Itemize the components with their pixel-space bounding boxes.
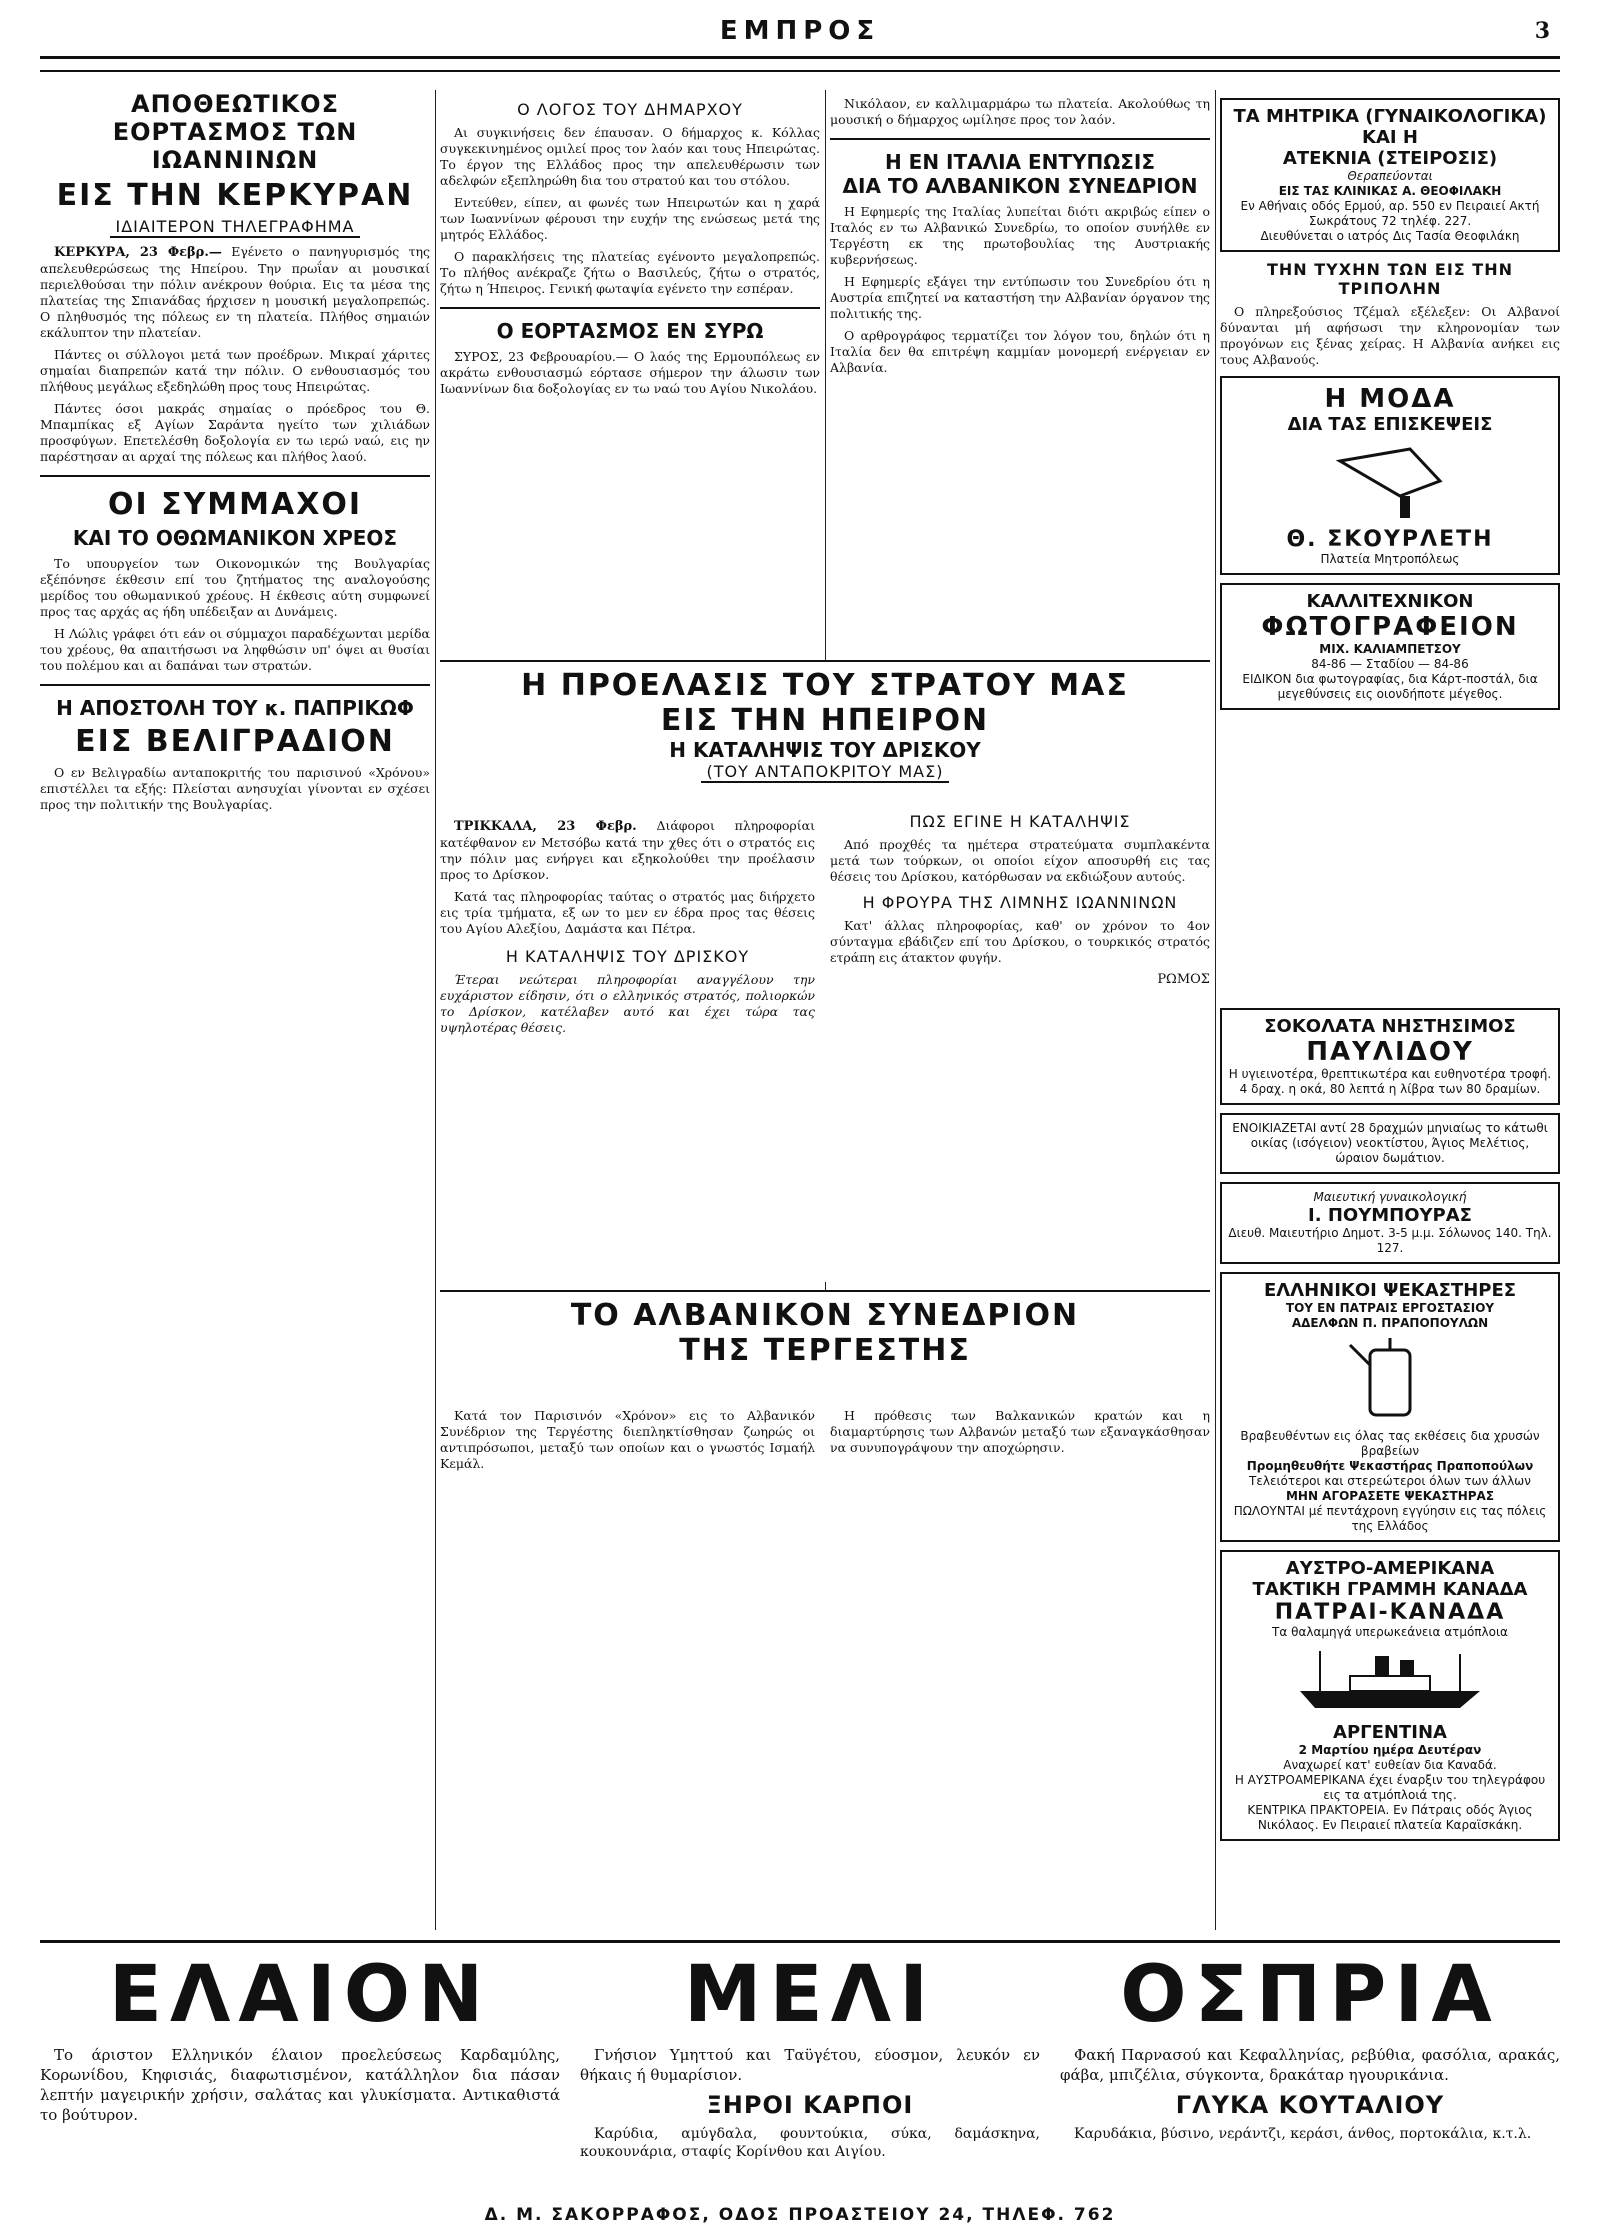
subheadline-how: ΠΩΣ ΕΓΙΝΕ Η ΚΑΤΑΛΗΨΙΣ: [909, 812, 1131, 831]
subheadline-telegram: ΙΔΙΑΙΤΕΡΟΝ ΤΗΛΕΓΡΑΦΗΜΑ: [110, 217, 361, 238]
ad-clinic-line: Διευθύνεται ο ιατρός Δις Τασία Θεοφιλάκη: [1260, 229, 1520, 243]
ad-clinic-line: Εν Αθήναις οδός Ερμού, αρ. 550 εν Πειραιεί Ακτή Σωκράτους 72 τηλέφ. 227.: [1240, 199, 1540, 228]
ad-olive-oil: [40, 1951, 560, 2191]
subheadline-mayor: Ο ΛΟΓΟΣ ΤΟΥ ΔΗΜΑΡΧΟΥ: [517, 100, 743, 119]
ad-fashion-line: Θ. ΣΚΟΥΡΛΕΤΗ: [1286, 527, 1494, 552]
column-divider: [1215, 90, 1216, 1930]
column-4: [1220, 90, 1560, 990]
ad-legumes-text: Φακή Παρνασού και Κεφαλληνίας, ρεβύθια, φασόλια, αρακάς, φάβα, μπιζέλια, σύγκοντα, δρακάταρ ηγουρικάνια.: [1060, 2046, 1560, 2084]
section-divider: [830, 138, 1210, 140]
headline-belgrade: ΕΙΣ ΒΕΛΙΓΡΑΔΙΟΝ: [75, 724, 395, 759]
ad-shipping-line: ΠΑΤΡΑΙ-ΚΑΝΑΔΑ: [1274, 1600, 1506, 1625]
article-text: Από προχθές τα ημέτερα στρατεύματα συμπλακέντα μετά των τούρκων, οι οποίοι είχον αποσυρθή εις τας θέσεις του Δρίσκου, κατόρθωσαν να εκδιώξουν αυτούς.: [830, 837, 1210, 884]
ad-rent-line: ΕΝΟΙΚΙΑΖΕΤΑΙ αντί 28 δραχμών μηνιαίως το κάτωθι οικίας (ισόγειον) νεοκτίστου, Άγιος Μελέτιος, ώραιον δωμάτιον.: [1232, 1121, 1548, 1165]
article-text: Ο εν Βελιγραδίω ανταποκριτής του παρισινού «Χρόνου» επιστέλλει τα εξής: Πλείσται ανησυχίαι γίνονται εν σχέσει προς την πολιτικήν της Βουλγαρίας.: [40, 765, 430, 812]
column-4-lower: [1220, 1000, 1560, 1930]
ad-sprayer-line: Τελειότεροι και στερεώτεροι όλων των άλλων: [1249, 1474, 1531, 1488]
ad-austro-americana: [1220, 1550, 1560, 1841]
headline-paprikov: Η ΑΠΟΣΤΟΛΗ ΤΟΥ κ. ΠΑΠΡΙΚΩΦ: [56, 696, 414, 720]
ad-photo-line: 84-86 — Σταδίου — 84-86: [1311, 657, 1469, 671]
ad-clinic: [1220, 98, 1560, 252]
subheadline-drisko: Η ΚΑΤΑΛΗΨΙΣ ΤΟΥ ΔΡΙΣΚΟΥ: [669, 738, 981, 762]
ad-midwife-line: Διευθ. Μαιευτήριο Δημοτ. 3-5 μ.μ. Σόλωνος 140. Τηλ. 127.: [1228, 1226, 1552, 1255]
ad-sprayer-line: ΠΩΛΟΥΝΤΑΙ μέ πεντάχρονη εγγύησιν εις τας πόλεις της Ελλάδος: [1233, 1504, 1547, 1533]
ad-shipping-line: Τα θαλαμηγά υπερωκεάνεια ατμόπλοια: [1272, 1625, 1508, 1639]
article-text: Κατά τον Παρισινόν «Χρόνον» εις το Αλβανικόν Συνέδριον της Τεργέστης διεπληκτίσθησαν ζωηρώς οι αντιπρόσωποι, μεταξύ των οποίων και ο γνωστός Ισμαήλ Κεμάλ.: [440, 1408, 815, 1471]
article-text: Η πρόθεσις των Βαλκανικών κρατών και η διαμαρτύρησις των Αλβανών μεταξύ των εξαναγκάσθησαν να συνυπογράψουν την αποχώρησιν.: [830, 1408, 1210, 1455]
ad-rent: [1220, 1113, 1560, 1174]
ad-chocolate-line: Η υγιεινοτέρα, θρεπτικωτέρα και ευθηνοτέρα τροφή. 4 δραχ. η οκά, 80 λεπτά η λίβρα των 80 δραμίων.: [1228, 1067, 1552, 1096]
article-text: ΣΥΡΟΣ, 23 Φεβρουαρίου.— Ο λαός της Ερμουπόλεως εν ακράτω ενθουσιασμώ εόρτασε σήμερον την άλωσιν των Ιωαννίνων δια δοξολογίας εν τω ναώ του Αγίου Νικολάου.: [440, 349, 820, 396]
subheadline-lake-guard: Η ΦΡΟΥΡΑ ΤΗΣ ΛΙΜΝΗΣ ΙΩΑΝΝΙΝΩΝ: [862, 893, 1178, 912]
ad-photo-line: ΦΩΤΟΓΡΑΦΕΙΟΝ: [1261, 612, 1519, 642]
ad-photo-line: ΕΙΔΙΚΟΝ δια φωτογραφίας, δια Κάρτ-ποστάλ, δια μεγεθύνσεις εις οιονδήποτε μέγεθος.: [1242, 672, 1538, 701]
article-text: Ο πληρεξούσιος Τζέμαλ εξέλεξεν: Οι Αλβανοί δύνανται μή αφήσωσι την κληρονομίαν των προγόνων εις ξένας χείρας. Η Αλβανία ανήκει εις τους Αλβανούς.: [1220, 304, 1560, 367]
ad-photo-line: ΚΑΛΛΙΤΕΧΝΙΚΟΝ: [1306, 591, 1474, 612]
ad-shipping-line: ΑΥΣΤΡΟ-ΑΜΕΡΙΚΑΝΑ: [1285, 1558, 1495, 1579]
headline-corfu: ΕΙΣ ΤΗΝ ΚΕΡΚΥΡΑΝ: [56, 178, 414, 213]
headline-ioannina: ΑΠΟΘΕΩΤΙΚΟΣ ΕΟΡΤΑΣΜΟΣ ΤΩΝ ΙΩΑΝΝΙΝΩΝ: [112, 90, 358, 174]
ad-spoon-sweets-text: Καρυδάκια, βύσινο, νεράντζι, κεράσι, άνθος, πορτοκάλια, κ.τ.λ.: [1074, 2126, 1532, 2142]
ad-clinic-line: ΑΤΕΚΝΙΑ (ΣΤΕΙΡΟΣΙΣ): [1282, 148, 1498, 169]
ad-legumes: [1060, 1951, 1560, 2191]
ad-sprayer-line: ΕΛΛΗΝΙΚΟΙ ΨΕΚΑΣΤΗΡΕΣ: [1263, 1280, 1517, 1301]
article-text: Διάφοροι πληροφορίαι κατέφθανον εν Μετσόβω κατά την χθες ότι ο στρατός εις την πόλιν μας ενήργει και εξηκολούθει την προέλασιν προς το Δρίσκον.: [440, 818, 815, 882]
ad-shipping-line: Αναχωρεί κατ' ευθείαν δια Καναδά.: [1283, 1758, 1497, 1772]
article-army-advance: [440, 660, 1210, 1282]
ad-sprayer-line: Προμηθευθήτε Ψεκαστήρας Πραποπούλων: [1246, 1459, 1534, 1473]
ad-sprayer-line: Βραβευθέντων εις όλας τας εκθέσεις δια χρυσών βραβείων: [1240, 1429, 1540, 1458]
steamship-icon: [1290, 1646, 1490, 1716]
newspaper-title: ΕΜΠΡΟΣ: [719, 16, 881, 46]
article-text: Ο παρακλήσεις της πλατείας εγένοντο μεγαλοπρεπώς. Το πλήθος ανέκραζε ζήτω ο Βασιλεύς, ζήτω ο στρατός, ζήτω η Ήπειρος. Γενική φωταψία εγένετο την εσπέραν.: [440, 249, 820, 296]
column-3: [830, 90, 1210, 650]
ad-clinic-line: ΕΙΣ ΤΑΣ ΚΛΙΝΙΚΑΣ Α. ΘΕΟΦΙΛΑΚΗ: [1278, 184, 1502, 198]
ad-fashion-line: Πλατεία Μητροπόλεως: [1320, 552, 1460, 566]
gaslamp-icon: [1330, 441, 1450, 521]
ad-oil-title: ΕΛΑΙΟΝ: [108, 1951, 492, 2040]
article-text: Το υπουργείον των Οικονομικών της Βουλγαρίας εξέπόνησε έκθεσιν επί του ζητήματος της αναλογούσης μερίδος του οθωμανικού χρέους. Η έκθεσις αύτη συμφωνεί προς τας αρχάς ας ήδη υπέδειξαν αι Δυνάμεις.: [40, 556, 430, 619]
subheadline-ottoman-debt: ΚΑΙ ΤΟ ΟΘΩΜΑΝΙΚΟΝ ΧΡΕΟΣ: [72, 526, 398, 550]
ad-shipping-line: Η ΑΥΣΤΡΟΑΜΕΡΙΚΑΝΑ έχει έναρξιν του τηλεγράφου εις τα ατμόπλοιά της.: [1234, 1773, 1546, 1802]
article-text: Κατά τας πληροφορίας ταύτας ο στρατός μας διήρχετο εις τρία τμήματα, εξ ων το μεν εν έδρα προς τας θέσεις του Αγίου Αλεξίου, Δαμάστα και Πέτρα.: [440, 889, 815, 936]
ad-chocolate-line: ΠΑΥΛΙΔΟΥ: [1306, 1037, 1474, 1067]
ad-shipping-line: ΤΑΚΤΙΚΗ ΓΡΑΜΜΗ ΚΑΝΑΔΑ: [1252, 1579, 1528, 1600]
ad-sprayer-line: ΜΗΝ ΑΓΟΡΑΣΕΤΕ ΨΕΚΑΣΤΗΡΑΣ: [1285, 1489, 1495, 1503]
article-trieste: [440, 1290, 1210, 1932]
headline-epirus: ΕΙΣ ΤΗΝ ΗΠΕΙΡΟΝ: [660, 703, 990, 738]
ad-oil-text: Το άριστον Ελληνικόν έλαιον προελεύσεως Καρδαμύλης, Κορωνίδου, Κηφισιάς, διαφωτισμένον, κατάλληλον δια πάσαν λεπτήν μαγειρικήν χρήσιν, σαλάτας και γλυκίσματα. Αντικαθιστά το βούτυρον.: [40, 2046, 560, 2124]
section-divider: [40, 475, 430, 477]
article-text: Ο αρθρογράφος τερματίζει τον λόγον του, δηλών ότι η Ιταλία δεν θα επιτρέψη καμμίαν μονομερή ενέργειαν εν Αλβανία.: [830, 328, 1210, 375]
ad-chocolate-line: ΣΟΚΟΛΑΤΑ ΝΗΣΤΗΣΙΜΟΣ: [1264, 1016, 1516, 1037]
ad-fashion-line: Η ΜΟΔΑ: [1324, 384, 1456, 414]
footer-address: Δ. Μ. ΣΑΚΟΡΡΑΦΟΣ, ΟΔΟΣ ΠΡΟΑΣΤΕΙΟΥ 24, ΤΗΛΕΦ. 762: [484, 2205, 1116, 2225]
article-text: Πάντες οι σύλλογοι μετά των προέδρων. Μικραί χάριτες σημαίαι διαπρεπών κατά την πόλιν. Ο ενθουσιασμός του πλήθους μεγάλως εξεδηλώθη προς τους Ηπειρώτας.: [40, 347, 430, 394]
ad-shipping-line: ΑΡΓΕΝΤΙΝΑ: [1333, 1722, 1447, 1743]
article-text: Η Εφημερίς εξάγει την εντύπωσιν του Συνεδρίου ότι η Αυστρία επιζητεί να καταστήση την Αλβανίαν όργανον της πολιτικής της.: [830, 274, 1210, 321]
article-text: Η Λώλις γράφει ότι εάν οι σύμμαχοι παραδέχωνται μερίδα του χρέους, θα απαιτήσωσι να ληφθώσιν υπ' όψει αι θυσίαι του πολέμου και αι δαπάναι των στρατών.: [40, 626, 430, 673]
signature: ΡΩΜΟΣ: [1157, 972, 1210, 987]
ad-clinic-line: ΚΑΙ Η: [1362, 127, 1418, 148]
column-divider: [435, 90, 436, 1930]
sprayer-icon: [1345, 1335, 1435, 1425]
ad-clinic-line: Θεραπεύονται: [1347, 169, 1433, 183]
headline-allies: ΟΙ ΣΥΜΜΑΧΟΙ: [107, 487, 363, 522]
subheadline-capture: Η ΚΑΤΑΛΗΨΙΣ ΤΟΥ ΔΡΙΣΚΟΥ: [505, 947, 750, 966]
ad-dried-fruit-text: Καρύδια, αμύγδαλα, φουντούκια, σύκα, δαμάσκηνα, κουκουνάρια, σταφίς Κορίνθου και Αιγίου.: [580, 2126, 1040, 2160]
ad-chocolate: [1220, 1008, 1560, 1105]
headline-syros: Ο ΕΟΡΤΑΣΜΟΣ ΕΝ ΣΥΡΩ: [496, 319, 764, 343]
ad-sprayer-line: ΤΟΥ ΕΝ ΠΑΤΡΑΙΣ ΕΡΓΟΣΤΑΣΙΟΥ: [1285, 1301, 1495, 1315]
ad-spoon-sweets-title: ΓΛΥΚΑ ΚΟΥΤΑΛΙΟΥ: [1175, 2091, 1445, 2119]
section-divider: [440, 307, 820, 309]
article-text: Κατ' άλλας πληροφορίας, καθ' ον χρόνον το 4ον σύνταγμα εβάδιζεν επί του Δρίσκου, ο τουρκικός στρατός ετράπη εις άτακτον φυγήν.: [830, 918, 1210, 965]
masthead-rule: [40, 56, 1560, 59]
ad-clinic-line: ΤΑ ΜΗΤΡΙΚΑ (ΓΥΝΑΙΚΟΛΟΓΙΚΑ): [1233, 106, 1547, 127]
subheadline-albanian-congress: ΔΙΑ ΤΟ ΑΛΒΑΝΙΚΟΝ ΣΥΝΕΔΡΙΟΝ: [842, 174, 1198, 198]
ad-midwife: [1220, 1182, 1560, 1264]
headline-army-advance: Η ΠΡΟΕΛΑΣΙΣ ΤΟΥ ΣΤΡΑΤΟΥ ΜΑΣ: [521, 668, 1129, 703]
ad-legumes-title: ΟΣΠΡΙΑ: [1120, 1951, 1500, 2040]
article-text: Εγένετο ο πανηγυρισμός της απελευθερώσεως της Ηπείρου. Την πρωΐαν αι μουσικαί περιελθούσαι την πόλιν ανέκρουν θούρια. Εις τα μέσα της πλατείας της Σπιανάδας ήρχισεν η μουσική μεγαλοπρεπώς. Ο πληθυσμός της πόλεως εν τη πλατεία. Πλήθος σημαιών εκάλυπτον την πλατείαν.: [40, 244, 430, 340]
article-text: Εντεύθεν, είπεν, αι φωνές των Ηπειρωτών και η χαρά των Ιωαννίνων φέρουσι την ευχήν της ενώσεως μετά της μητρός Ελλάδος.: [440, 195, 820, 242]
page-number: 3: [1534, 18, 1550, 44]
ad-shipping-line: ΚΕΝΤΡΙΚΑ ΠΡΑΚΤΟΡΕΙΑ. Εν Πάτραις οδός Άγιος Νικόλαος. Εν Πειραιεί πλατεία Καραϊσκάκη.: [1247, 1803, 1533, 1832]
ad-fashion-line: ΔΙΑ ΤΑΣ ΕΠΙΣΚΕΨΕΙΣ: [1287, 414, 1493, 435]
dateline-corfu: ΚΕΡΚΥΡΑ, 23 Φεβρ.—: [54, 245, 222, 260]
subheadline-correspondent: (ΤΟΥ ΑΝΤΑΠΟΚΡΙΤΟΥ ΜΑΣ): [701, 762, 950, 783]
ad-midwife-line: Μαιευτική γυναικολογική: [1313, 1190, 1467, 1204]
ad-midwife-line: Ι. ΠΟΥΜΠΟΥΡΑΣ: [1308, 1205, 1472, 1226]
section-divider: [40, 684, 430, 686]
ad-sprayer-line: ΑΔΕΛΦΩΝ Π. ΠΡΑΠΟΠΟΥΛΩΝ: [1291, 1316, 1489, 1330]
ad-sprayers: [1220, 1272, 1560, 1542]
bottom-ad-band: [40, 1940, 1560, 2203]
headline-italy: Η ΕΝ ΙΤΑΛΙΑ ΕΝΤΥΠΩΣΙΣ: [884, 150, 1156, 174]
subheadline-tripoli: ΤΗΝ ΤΥΧΗΝ ΤΩΝ ΕΙΣ ΤΗΝ ΤΡΙΠΟΛΗΝ: [1266, 260, 1513, 298]
article-text: Η Εφημερίς της Ιταλίας λυπείται διότι ακριβώς είπεν ο Ιταλός εν τω Αλβανικώ Συνεδρίω, το οποίον συνήλθε εν Τεργέστη εκ της πρωτοβουλίας της Αυστριακής κυβερνήσεως.: [830, 204, 1210, 267]
ad-photo-studio: [1220, 583, 1560, 710]
masthead: [40, 10, 1560, 72]
article-text: Αι συγκινήσεις δεν έπαυσαν. Ο δήμαρχος κ. Κόλλας συγκεκινημένος ομιλεί προς τον λαόν και τους Ηπειρώτας. Το έργον της Ελλάδος προς την απελευθέρωσιν των αδελφών εξεπληρώθη δια του στρατού και του στόλου.: [440, 125, 820, 188]
column-1: [40, 90, 430, 1930]
ad-photo-line: ΜΙΧ. ΚΑΛΙΑΜΠΕΤΣΟΥ: [1319, 642, 1461, 656]
ad-dried-fruit-title: ΞΗΡΟΙ ΚΑΡΠΟΙ: [706, 2091, 914, 2119]
headline-trieste: ΤΗΣ ΤΕΡΓΕΣΤΗΣ: [679, 1333, 971, 1368]
ad-honey-text: Γνήσιον Υμηττού και Ταϋγέτου, εύοσμον, λευκόν εν θήκαις ή θυμαρίσιον.: [580, 2046, 1040, 2084]
ad-shipping-line: 2 Μαρτίου ημέρα Δευτέραν: [1298, 1743, 1482, 1757]
ad-honey-title: ΜΕΛΙ: [683, 1951, 937, 2040]
article-text: Έτεραι νεώτεραι πληροφορίαι αναγγέλουν την ευχάριστον είδησιν, ότι ο ελληνικός στρατός, πολιορκών το Δρίσκον, κατέλαβεν αυτό και έχει τώρα τας υψηλοτέρας θέσεις.: [440, 972, 815, 1035]
article-text: Πάντες όσοι μακράς σημαίας ο πρόεδρος του Θ. Μπαμπίκας εξ Αγίων Σαράντα ηγείτο των χιλιάδων προσφύγων. Επετελέσθη δοξολογία εν τω ιερώ ναώ, εις ην παρέστησαν αι αρχαί της πόλεως και πλήθος λαού.: [40, 401, 430, 464]
ad-fashion: [1220, 376, 1560, 575]
article-text: Νικόλαον, εν καλλιμαρμάρω τω πλατεία. Ακολούθως τη μουσική ο δήμαρχος ωμίλησε προς τον λαόν.: [830, 96, 1210, 127]
headline-albanian-congress: ΤΟ ΑΛΒΑΝΙΚΟΝ ΣΥΝΕΔΡΙΟΝ: [570, 1298, 1080, 1333]
dateline-trikala: ΤΡΙΚΚΑΛΑ, 23 Φεβρ.: [454, 819, 637, 834]
ad-honey: [580, 1951, 1040, 2191]
